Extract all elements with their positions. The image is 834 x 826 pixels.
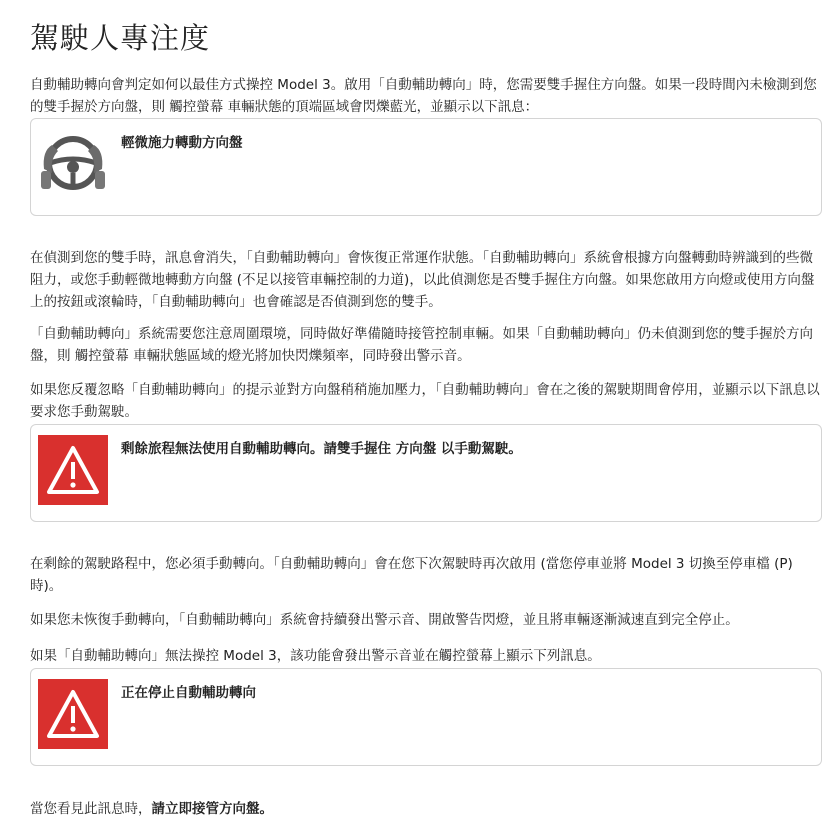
paragraph-remaining-trip: 在剩餘的駕駛路程中，您必須手動轉向。「自動輔助轉向」會在您下次駕駛時再次啟用 (當您停車並將 Model 3 切換至停車檔 (P) 時)。	[30, 556, 793, 594]
paragraph-ignore-warning: 如果您反覆忽略「自動輔助轉向」的提示並對方向盤稍稍施加壓力，「自動輔助轉向」會在之後的駕駛期間會停用，並顯示以下訊息以要求您手動駕駛。	[30, 382, 820, 420]
warning-triangle-icon	[38, 679, 108, 749]
card-message: 正在停止自動輔助轉向	[121, 685, 256, 701]
message-card-autosteer-unavailable	[30, 424, 822, 522]
card-message: 剩餘旅程無法使用自動輔助轉向。請雙手握住 方向盤 以手動駕駛。	[121, 441, 522, 457]
paragraph-not-resumed: 如果您未恢復手動轉向，「自動輔助轉向」系統會持續發出警示音、開啟警告閃燈，並且將車輛逐漸減速直到完全停止。	[30, 612, 739, 628]
paragraph-intro: 自動輔助轉向會判定如何以最佳方式操控 Model 3。啟用「自動輔助轉向」時，您需要雙手握住方向盤。如果一段時間內未檢測到您的雙手握於方向盤，則 觸控螢幕 車輛狀態的頂端區域會閃爍藍光，並顯示以下訊息：	[30, 77, 817, 115]
take-over-prefix: 當您看見此訊息時，	[30, 801, 152, 817]
paragraph-detection: 在偵測到您的雙手時，訊息會消失，「自動輔助轉向」會恢復正常運作狀態。「自動輔助轉向」系統會根據方向盤轉動時辨識到的些微阻力，或您手動輕微地轉動方向盤 (不足以接管車輛控制的力道)，以此偵測您是否雙手握住方向盤。如果您啟用方向燈或使用方向盤上的按鈕或滾輪時，「自動輔助轉向」也會確認是否偵測到您的雙手。	[30, 250, 815, 310]
card-message: 輕微施力轉動方向盤	[121, 135, 243, 151]
paragraph-cannot-steer: 如果「自動輔助轉向」無法操控 Model 3，該功能會發出警示音並在觸控螢幕上顯示下列訊息。	[30, 648, 601, 664]
take-over-emphasis: 請立即接管方向盤。	[151, 801, 273, 817]
paragraph-take-over	[30, 798, 822, 820]
page-title: 駕駛人專注度	[30, 21, 211, 55]
message-card-stopping-autosteer	[30, 668, 822, 766]
paragraph-attention: 「自動輔助轉向」系統需要您注意周圍環境，同時做好準備隨時接管控制車輛。如果「自動輔助轉向」仍未偵測到您的雙手握於方向盤，則 觸控螢幕 車輛狀態區域的燈光將加快閃爍頻率，同時發出警示音。	[30, 326, 813, 364]
message-card-hands-on-wheel	[30, 118, 822, 216]
warning-triangle-icon	[38, 435, 108, 505]
steering-wheel-hands-icon	[38, 129, 108, 199]
